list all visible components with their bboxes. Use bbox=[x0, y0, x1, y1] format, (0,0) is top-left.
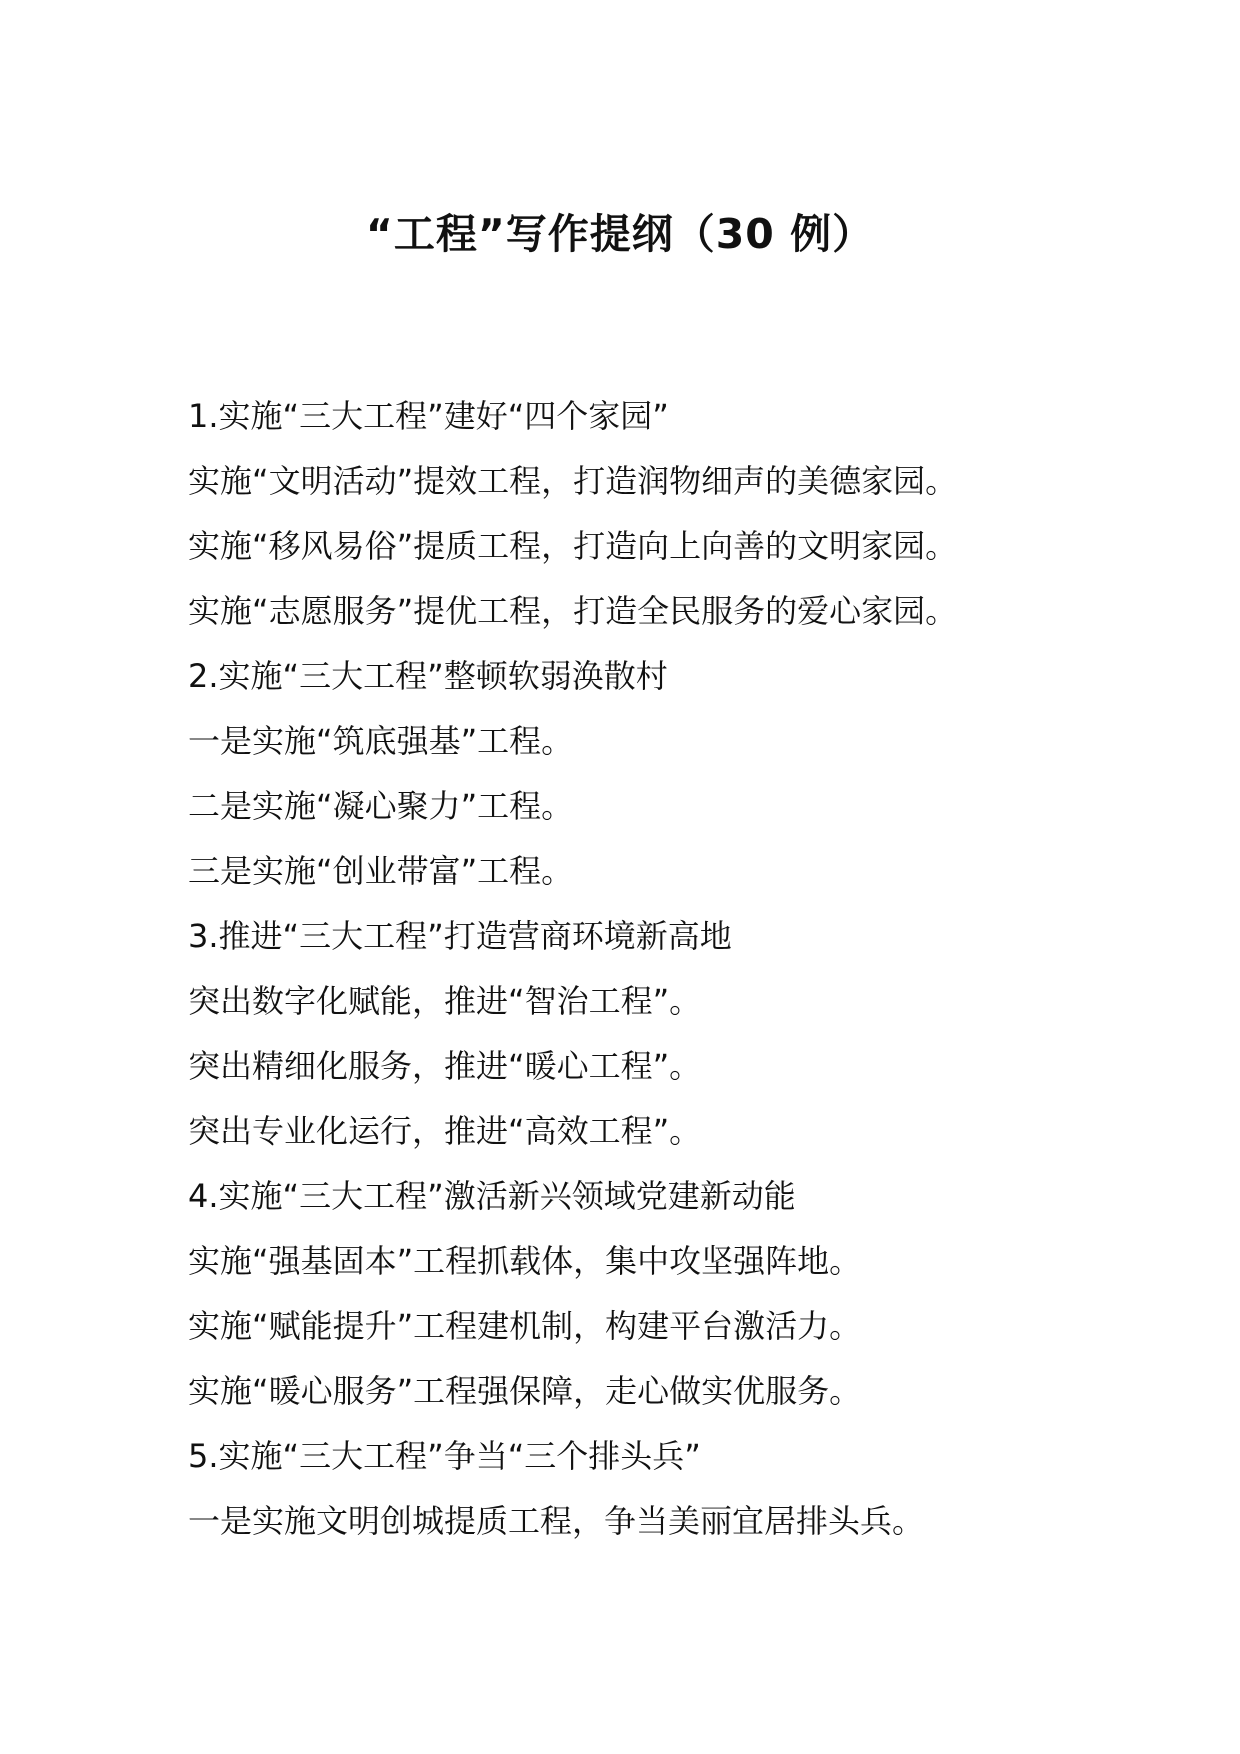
paragraph-line: 一是实施“筑底强基”工程。 bbox=[188, 722, 574, 760]
paragraph-line: 实施“强基固本”工程抓载体，集中攻坚强阵地。 bbox=[188, 1242, 862, 1280]
paragraph-line: 二是实施“凝心聚力”工程。 bbox=[188, 787, 574, 825]
paragraph-line: 突出精细化服务，推进“暖心工程”。 bbox=[188, 1047, 702, 1085]
heading-1: 1.实施“三大工程”建好“四个家园” bbox=[188, 397, 669, 435]
document-body bbox=[188, 389, 1188, 1559]
paragraph-line: 实施“赋能提升”工程建机制，构建平台激活力。 bbox=[188, 1307, 862, 1345]
paragraph-line: 实施“暖心服务”工程强保障，走心做实优服务。 bbox=[188, 1372, 862, 1410]
heading-3: 3.推进“三大工程”打造营商环境新高地 bbox=[188, 917, 732, 955]
paragraph-line: 突出专业化运行，推进“高效工程”。 bbox=[188, 1112, 702, 1150]
heading-5: 5.实施“三大工程”争当“三个排头兵” bbox=[188, 1437, 701, 1475]
heading-4: 4.实施“三大工程”激活新兴领域党建新动能 bbox=[188, 1177, 796, 1215]
paragraph-line: 突出数字化赋能，推进“智治工程”。 bbox=[188, 982, 702, 1020]
document-title: “工程”写作提纲（30 例） bbox=[365, 210, 875, 258]
heading-2: 2.实施“三大工程”整顿软弱涣散村 bbox=[188, 657, 668, 695]
paragraph-line: 实施“志愿服务”提优工程，打造全民服务的爱心家园。 bbox=[188, 592, 958, 630]
paragraph-line: 实施“移风易俗”提质工程，打造向上向善的文明家园。 bbox=[188, 527, 958, 565]
paragraph-line: 三是实施“创业带富”工程。 bbox=[188, 852, 574, 890]
paragraph-line: 一是实施文明创城提质工程，争当美丽宜居排头兵。 bbox=[188, 1502, 925, 1540]
paragraph-line: 实施“文明活动”提效工程，打造润物细声的美德家园。 bbox=[188, 462, 958, 500]
